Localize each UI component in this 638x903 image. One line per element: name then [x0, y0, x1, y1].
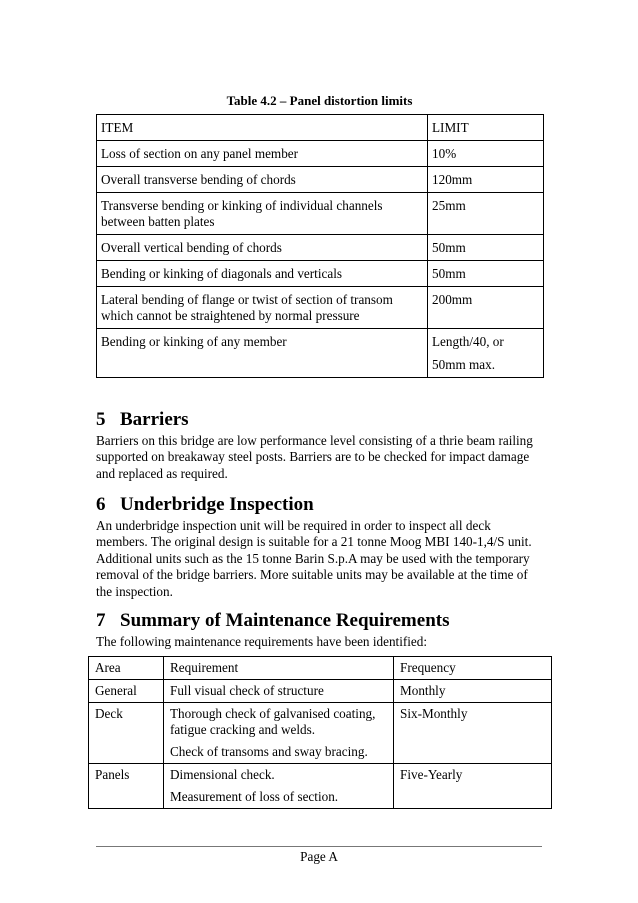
- header-frequency: Frequency: [394, 657, 552, 680]
- table-caption: Table 4.2 – Panel distortion limits: [226, 93, 413, 108]
- requirement-line-1: Thorough check of galvanised coating, fatigue cracking and welds.: [170, 706, 376, 737]
- section-heading-barriers: [96, 409, 189, 431]
- limit-line-2: 50mm max.: [432, 357, 496, 372]
- table-header-row: [89, 657, 552, 680]
- table-row: [97, 261, 544, 287]
- limit-line-1: Length/40, or: [432, 334, 504, 349]
- limit-cell: 200mm: [428, 287, 544, 329]
- table-row: [89, 703, 552, 764]
- limit-cell: 25mm: [428, 193, 544, 235]
- requirement-line-1: Dimensional check.: [170, 767, 275, 782]
- requirement-cell: [164, 764, 394, 809]
- footer-divider: [96, 846, 542, 847]
- section-title: Underbridge Inspection: [120, 494, 314, 515]
- table-row: [97, 235, 544, 261]
- section-title: Barriers: [120, 409, 189, 430]
- table-row: [89, 764, 552, 809]
- header-limit: LIMIT: [428, 115, 544, 141]
- item-cell: Bending or kinking of diagonals and verticals: [97, 261, 428, 287]
- area-cell: General: [89, 680, 164, 703]
- limit-cell: [428, 329, 544, 378]
- section-heading-summary: [96, 610, 449, 632]
- area-cell: Panels: [89, 764, 164, 809]
- area-cell: Deck: [89, 703, 164, 764]
- item-cell: Bending or kinking of any member: [97, 329, 428, 378]
- table-row: [97, 167, 544, 193]
- header-item: ITEM: [97, 115, 428, 141]
- table-row: [89, 680, 552, 703]
- section-number: 7: [96, 610, 106, 631]
- limit-cell: 50mm: [428, 261, 544, 287]
- section-heading-underbridge: [96, 494, 314, 516]
- page-number: Page A: [300, 849, 338, 864]
- limit-cell: 10%: [428, 141, 544, 167]
- section-number: 6: [96, 494, 106, 515]
- section-title: Summary of Maintenance Requirements: [120, 610, 450, 631]
- panel-distortion-table: [96, 114, 544, 378]
- limit-cell: 50mm: [428, 235, 544, 261]
- section-text-barriers: Barriers on this bridge are low performance level consisting of a thrie beam railing supported on breakaway steel posts. Barriers are to be checked for impact damage and replaced as required.: [96, 433, 533, 481]
- requirement-line-2: Measurement of loss of section.: [170, 789, 339, 804]
- frequency-cell: Five-Yearly: [394, 764, 552, 809]
- table-row: [97, 141, 544, 167]
- table-header-row: [97, 115, 544, 141]
- item-cell: Overall vertical bending of chords: [97, 235, 428, 261]
- table-row: [97, 193, 544, 235]
- maintenance-table: [88, 656, 552, 809]
- item-cell: Overall transverse bending of chords: [97, 167, 428, 193]
- limit-cell: 120mm: [428, 167, 544, 193]
- item-cell: Lateral bending of flange or twist of section of transom which cannot be straightened by normal pressure: [97, 287, 428, 329]
- requirement-cell: [164, 703, 394, 764]
- requirement-line-2: Check of transoms and sway bracing.: [170, 744, 368, 759]
- table-row: [97, 287, 544, 329]
- frequency-cell: Monthly: [394, 680, 552, 703]
- table-row: [97, 329, 544, 378]
- section-number: 5: [96, 409, 106, 430]
- header-requirement: Requirement: [164, 657, 394, 680]
- item-cell: Loss of section on any panel member: [97, 141, 428, 167]
- requirement-cell: Full visual check of structure: [164, 680, 394, 703]
- header-area: Area: [89, 657, 164, 680]
- item-cell: Transverse bending or kinking of individual channels between batten plates: [97, 193, 428, 235]
- section-text-summary: The following maintenance requirements have been identified:: [96, 634, 428, 649]
- section-text-underbridge: An underbridge inspection unit will be required in order to inspect all deck members. The original design is suitable for a 21 tonne Moog MBI 140-1,4/S unit. Additional units such as the 15 tonne Barin S.p.A may be used with the temporary removal of the bridge barriers. More suitable units may be available at the time of the inspection.: [96, 518, 532, 599]
- frequency-cell: Six-Monthly: [394, 703, 552, 764]
